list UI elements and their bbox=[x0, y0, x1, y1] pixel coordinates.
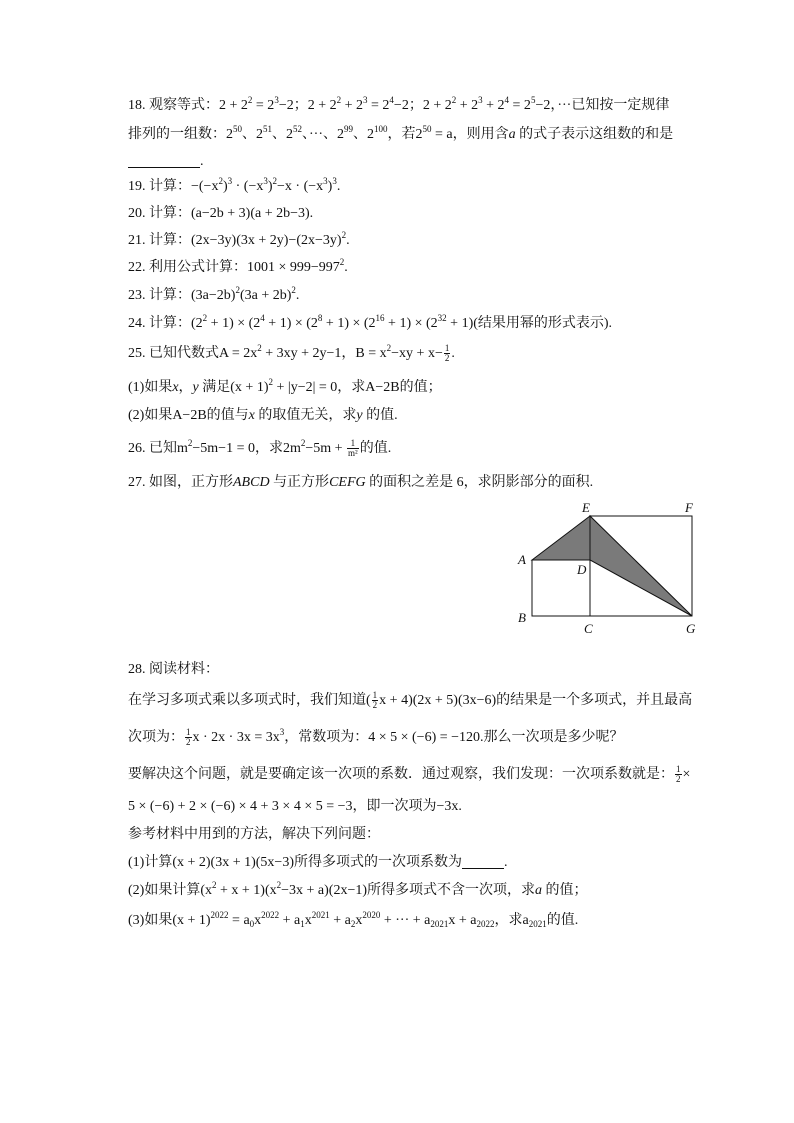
q28-para2: 次项为： $\frac{1}{2}$ $x \cdot 2x \cdot 3x = 3x^3$，常数项为：4 × 5 × (−6) = −120.那么一次项是多少呢？ bbox=[128, 727, 624, 748]
q21: 21. 计算：$(2x-3y)(3x + 2y)-(2x-3y)^2$. bbox=[128, 230, 350, 248]
q28-para4: 5 × (−6) + 2 × (−6) × 4 + 3 × 4 × 5 = −3，即一次项为−3x. bbox=[128, 799, 462, 814]
q18-line2: 排列的一组数：$2^{50}$、$2^{51}$、$2^{52}$、···、$2^{99}$、$2^{100}$，若$2^{50} = a$，则用含a 的式子表示这组数的和是 bbox=[128, 124, 674, 142]
q22: 22. 利用公式计算：$1001 \times 999-997^2$. bbox=[128, 257, 348, 275]
q28-fraction-3: $\frac{1}{2}$ bbox=[676, 764, 681, 785]
label-F: F bbox=[685, 500, 693, 515]
label-D: D bbox=[577, 562, 587, 577]
q18-answer-line: . bbox=[128, 152, 204, 172]
q25-part2: (2)如果A−2B的值与x 的取值无关，求y 的值. bbox=[128, 408, 398, 423]
label-E: E bbox=[582, 500, 590, 515]
q25-fraction: $\frac{1}{2}$ bbox=[444, 343, 450, 364]
shaded-triangle-EDG bbox=[590, 516, 692, 616]
q26: 26. 已知$m^2-5m-1 = 0$，求$2m^2-5m$ + $\frac{1}{\text{m²}}$ 的值. bbox=[128, 438, 392, 459]
q18-line1: 18. 观察等式：$2 + 2^2 = 2^3-2$；$2 + 2^2 + 2^3 = 2^4-2$；$2 + 2^2 + 2^3 + 2^4 = 2^5-2$，···已知按一定规律 bbox=[128, 95, 670, 113]
q28-sub3: (3)如果$(x + 1)^{2022} = a_0x^{2022} + a_1x^{2021} + a_2x^{2020}$ + ··· + $a_{2021}x + a_{2022}$，求$a_{2021}$的值. bbox=[128, 910, 579, 929]
q28-fraction-1: $\frac{1}{2}$ bbox=[372, 690, 378, 711]
label-C: C bbox=[584, 621, 593, 636]
q18-answer-blank[interactable] bbox=[128, 153, 200, 168]
q28-para1: 在学习多项式乘以多项式时，我们知道( $\frac{1}{2}$ x + 4)(2x + 5)(3x−6)的结果是一个多项式，并且最高 bbox=[128, 690, 693, 711]
q25-part1: (1)如果x，y 满足$(x + 1)^2 + |y-2| = 0$，求A−2B的值； bbox=[128, 377, 442, 395]
q20: 20. 计算：(a−2b + 3)(a + 2b−3). bbox=[128, 206, 314, 221]
q28-sub2: (2)如果计算$(x^2 + x + 1)(x^2-3x + a)(2x-1)$所得多项式不含一次项，求a 的值； bbox=[128, 880, 588, 898]
shaded-triangle-AED bbox=[532, 516, 590, 560]
q28-sub1: (1)计算(x + 2)(3x + 1)(5x−3)所得多项式的一次项系数为 . bbox=[128, 855, 508, 870]
q28-sub1-blank[interactable] bbox=[462, 854, 504, 869]
q26-fraction: $\frac{1}{\text{m²}}$ bbox=[348, 438, 358, 459]
label-A: A bbox=[518, 552, 526, 567]
q25: 25. 已知代数式$A = 2x^2 + 3xy + 2y-1$，$B = x^2-xy + x-$ $\frac{1}{2}$ . bbox=[128, 343, 455, 364]
q19: 19. 计算：$-(-x^2)^3 \cdot (-x^3)^2-x \cdot (-x^3)^3$. bbox=[128, 176, 341, 194]
q23: 23. 计算：$(3a-2b)^2(3a + 2b)^2$. bbox=[128, 285, 300, 303]
q24: 24. 计算：$(2^2 + 1) \times (2^4 + 1) \times (2^8 + 1) \times (2^{16} + 1) \times (2^{32} + 1)$(结果用幂的形式表示). bbox=[128, 313, 613, 331]
q27: 27. 如图，正方形ABCD 与正方形CEFG 的面积之差是 6，求阴影部分的面积. bbox=[128, 475, 594, 490]
q28-title: 28. 阅读材料： bbox=[128, 662, 219, 677]
q28-fraction-2: $\frac{1}{2}$ bbox=[186, 727, 191, 748]
label-G: G bbox=[686, 621, 696, 636]
q28-para3: 要解决这个问题，就是要确定该一次项的系数．通过观察，我们发现：一次项系数就是： $\frac{1}{2}$ × bbox=[128, 764, 691, 785]
label-B: B bbox=[518, 610, 526, 625]
q28-para5: 参考材料中用到的方法，解决下列问题： bbox=[128, 827, 380, 842]
squares-figure bbox=[510, 498, 710, 638]
